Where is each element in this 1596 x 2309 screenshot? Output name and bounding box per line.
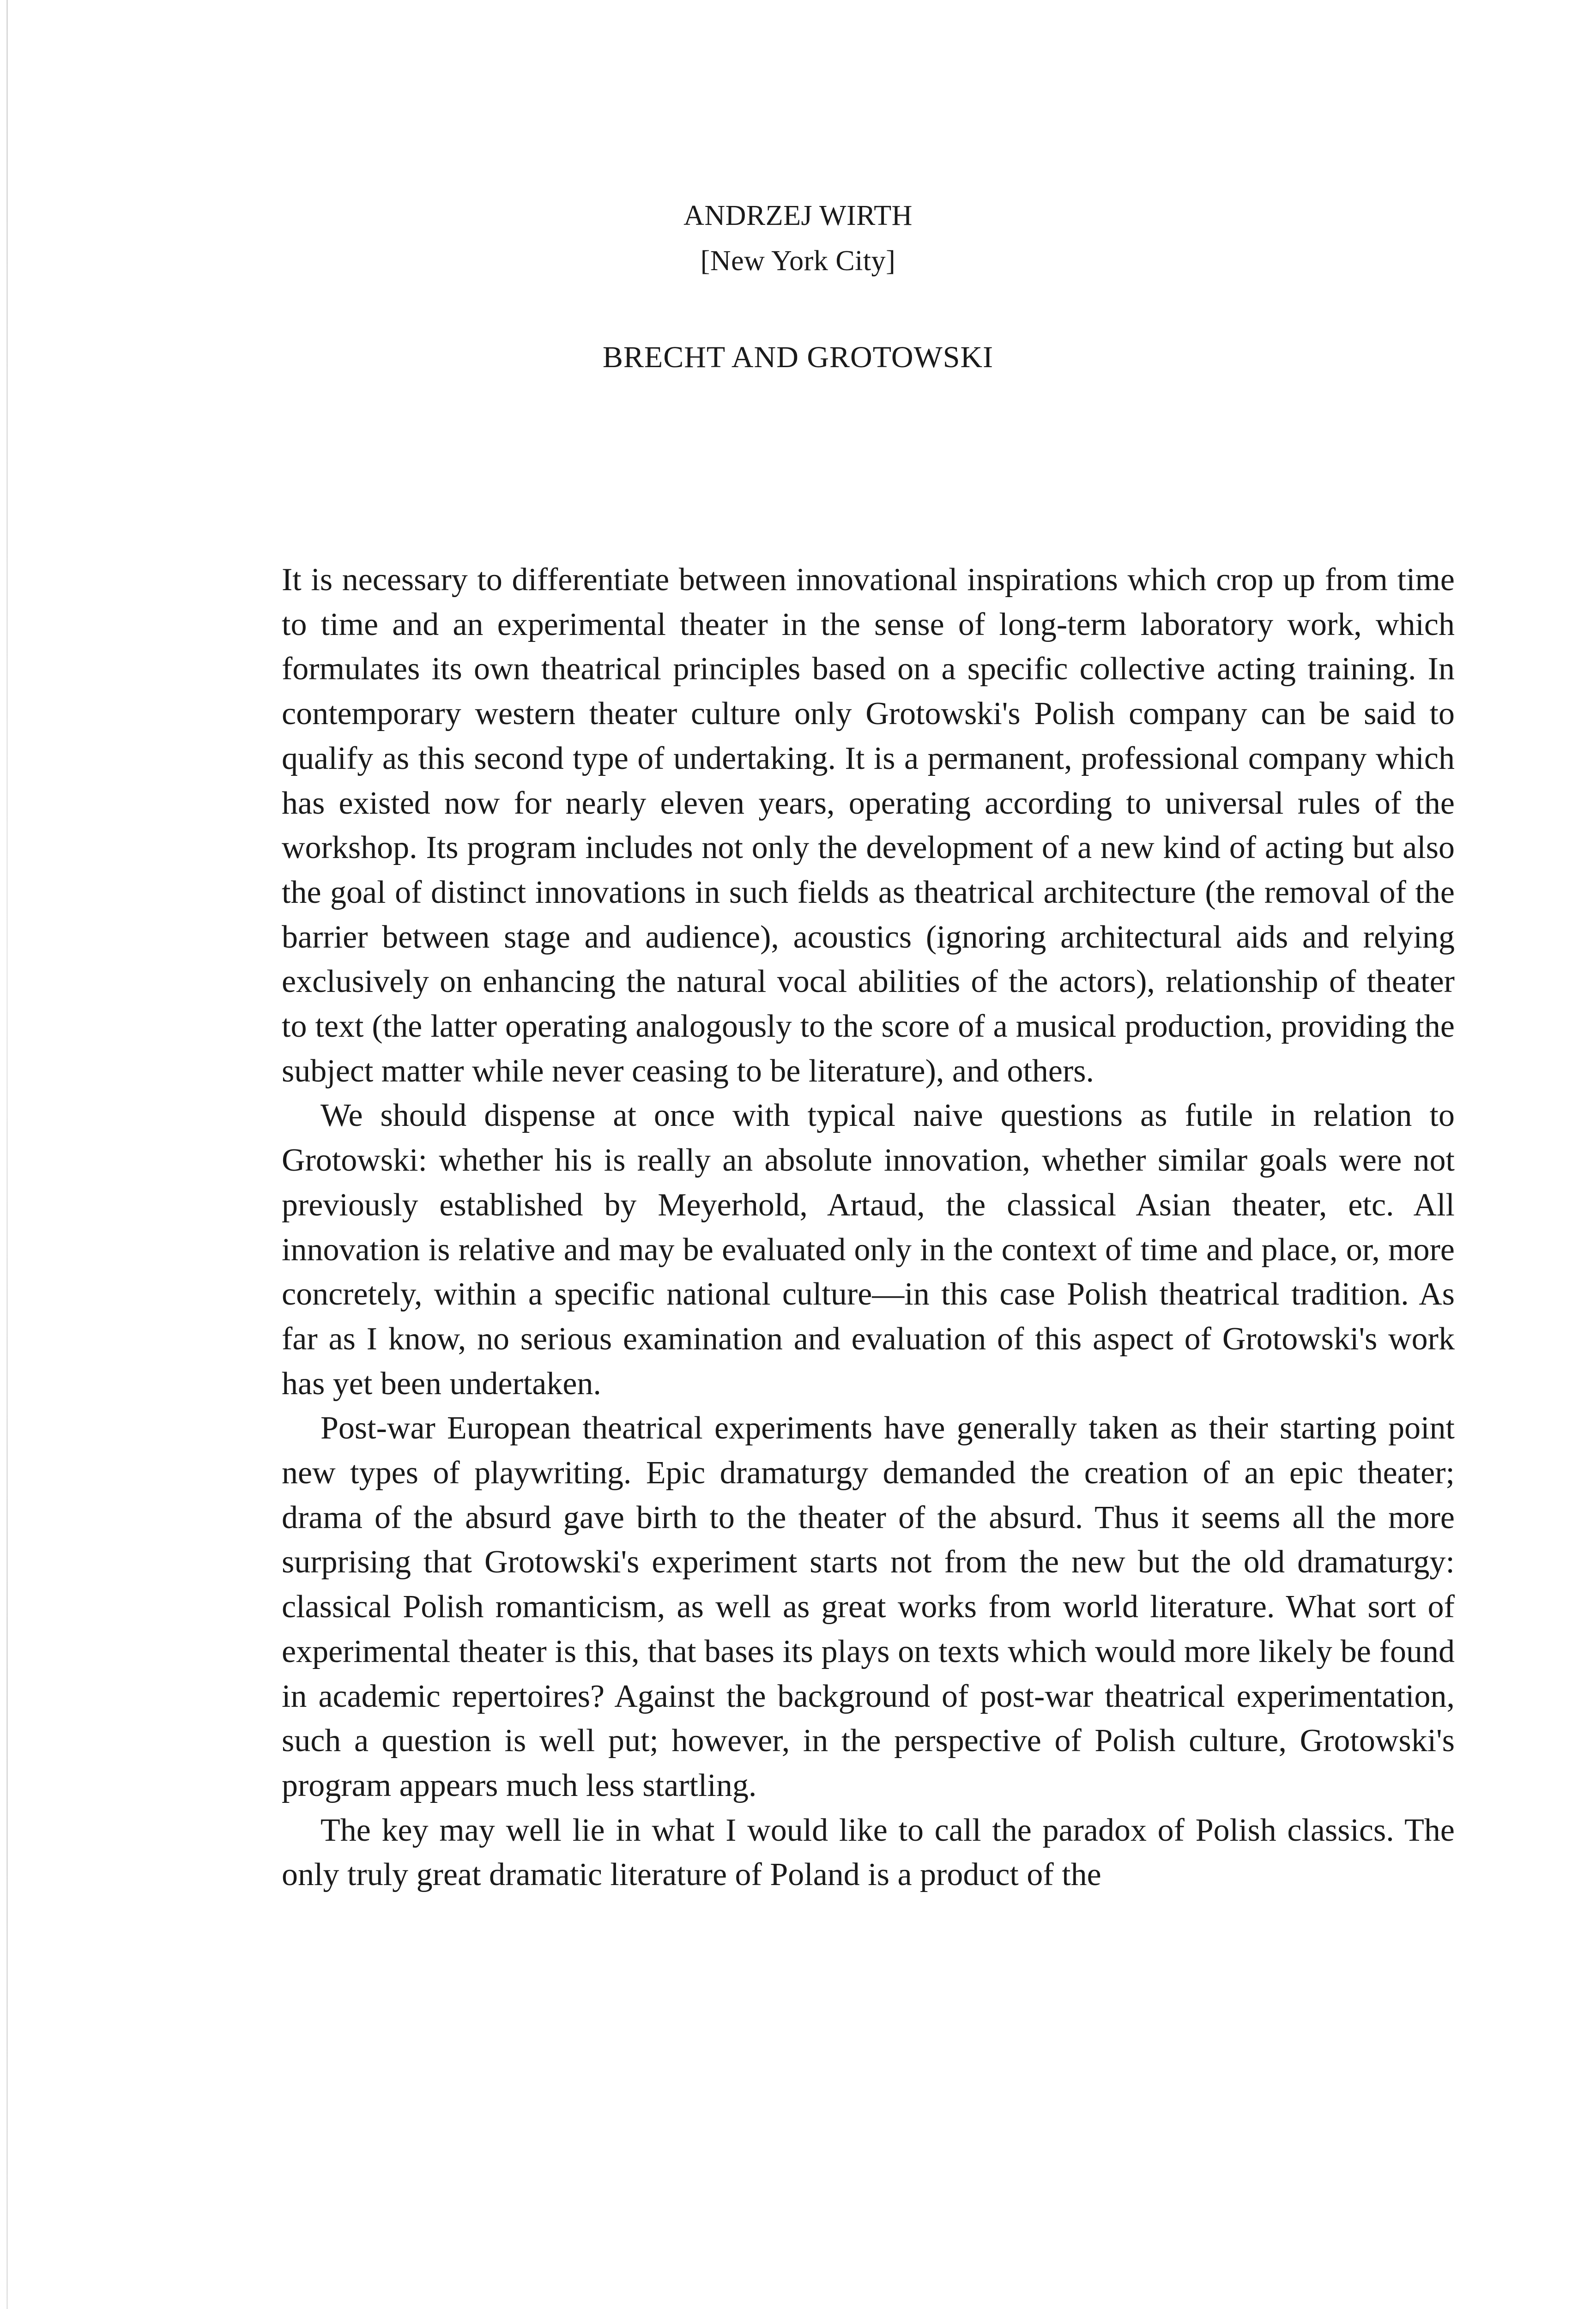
author-name: ANDRZEJ WIRTH [683,200,913,231]
article-title: BRECHT AND GROTOWSKI [602,340,994,374]
paragraph-2: We should dispense at once with typical naive questions as futile in relation to Grotowski: whether his is really an absolute innovation, whether similar goals were not previously established by Meyerhold, Artaud, the classical Asian theater, etc. All innovation is relative and may be evaluated only in the context of time and place, or, more concretely, within a specific national culture—in this case Polish theatrical tradition. As far as I know, no serious examination and evaluation of this aspect of Grotowski's work has yet been undertaken. [282,1098,1455,1402]
paragraph-4: The key may well lie in what I would like to call the paradox of Polish classics. The only truly great dramatic literature of Poland is a product of the [282,1812,1455,1893]
paragraph-3: Post-war European theatrical experiments have generally taken as their starting point new types of playwriting. Epic dramaturgy demanded the creation of an epic theater; drama of the absurd gave birth to the theater of the absurd. Thus it seems all the more surprising that Grotowski's experiment starts not from the new but the old dramaturgy: classical Polish romanticism, as well as great works from world literature. What sort of experimental theater is this, that bases its plays on texts which would more likely be found in academic repertoires? Against the background of post-war theatrical experimentation, such a question is well put; however, in the perspective of Polish culture, Grotowski's program appears much less startling. [282,1410,1455,1803]
author-location: [New York City] [700,245,896,277]
paragraph-1: It is necessary to differentiate between innovational inspirations which crop up from time to time and an experimental theater in the sense of long-term laboratory work, which formulates its own theatrical principles based on a specific collective acting training. In contemporary western theater culture only Grotowski's Polish company can be said to qualify as this second type of undertaking. It is a permanent, professional company which has existed now for nearly eleven years, operating according to universal rules of the workshop. Its program includes not only the development of a new kind of acting but also the goal of distinct innovations in such fields as theatrical architecture (the removal of the barrier between stage and audience), acoustics (ignoring architectural aids and relying exclusively on enhancing the natural vocal abilities of the actors), relationship of theater to text (the latter operating analogously to the score of a musical production, providing the subject matter while never ceasing to be literature), and others. [282,562,1455,1089]
article-body [282,558,1455,1898]
